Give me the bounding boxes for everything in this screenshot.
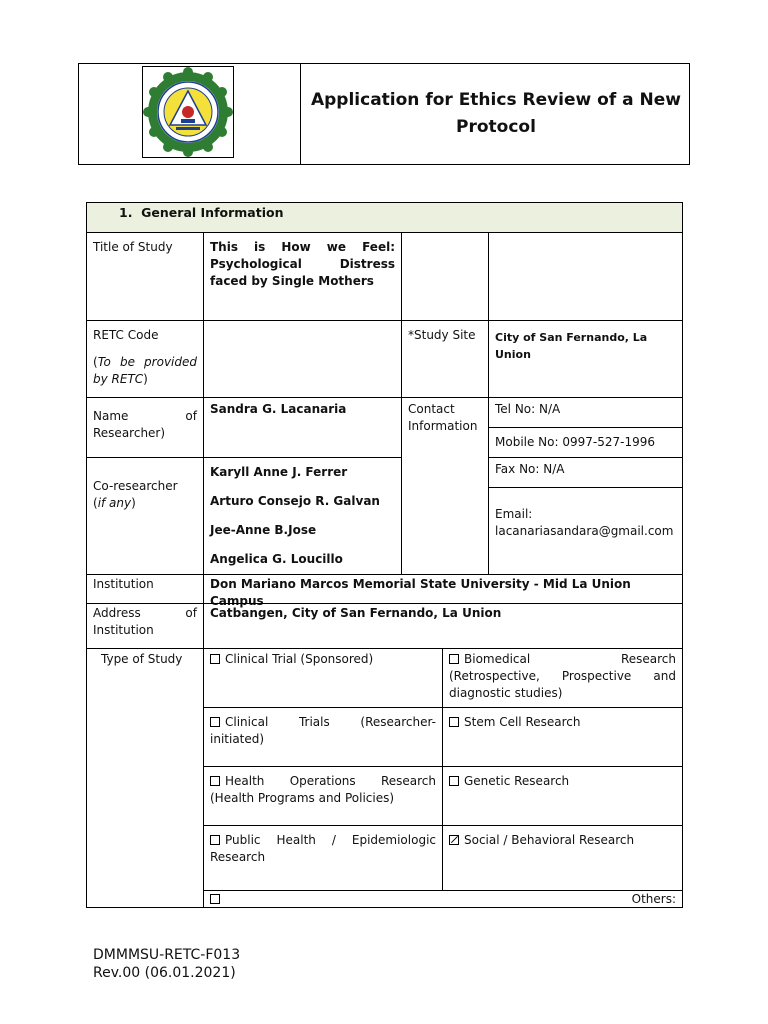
option-clinical-trial-sponsored[interactable]: Clinical Trial (Sponsored) <box>203 648 443 708</box>
title-of-study-value[interactable]: This is How we Feel: Psychological Distress faced by Single Mothers <box>203 232 402 321</box>
fax-no[interactable]: Fax No: N/A <box>488 457 683 488</box>
co-researcher-names[interactable] <box>203 457 402 575</box>
checked-checkbox-icon[interactable] <box>449 835 459 845</box>
retc-code-note: To be provided by RETC <box>93 355 197 386</box>
co-researcher-name: Arturo Consejo R. Galvan <box>210 494 380 508</box>
co-researcher-name: Jee-Anne B.Jose <box>210 523 317 537</box>
document-header <box>78 63 690 165</box>
option-others[interactable]: Others: <box>203 890 683 908</box>
researcher-value[interactable]: Sandra G. Lacanaria <box>203 397 402 458</box>
form-revision: Rev.00 (06.01.2021) <box>93 965 236 981</box>
study-site-value[interactable]: City of San Fernando, La Union <box>488 320 683 398</box>
option-social-behavioral-research[interactable]: Social / Behavioral Research <box>442 825 683 891</box>
checkbox-icon[interactable] <box>210 717 220 727</box>
checkbox-icon[interactable] <box>210 776 220 786</box>
option-biomedical-research[interactable]: Biomedical Research (Retrospective, Prospective and diagnostic studies) <box>442 648 683 708</box>
general-information-form <box>86 202 683 908</box>
retc-code-value[interactable] <box>203 320 402 398</box>
option-clinical-trials-researcher-initiated[interactable]: Clinical Trials (Researcher-initiated) <box>203 707 443 767</box>
section-title: General Information <box>141 205 284 220</box>
retc-code-label: RETC Code (To be provided by RETC) <box>86 320 204 398</box>
checkbox-icon[interactable] <box>210 835 220 845</box>
researcher-label: Name of Researcher) <box>86 397 204 458</box>
co-researcher-note: if any <box>97 496 132 510</box>
title-of-study-label: Title of Study <box>86 232 204 321</box>
option-genetic-research[interactable]: Genetic Research <box>442 766 683 826</box>
checkbox-icon[interactable] <box>210 654 220 664</box>
email[interactable]: Email: lacanariasandara@gmail.com <box>488 487 683 575</box>
checkbox-icon[interactable] <box>210 894 220 904</box>
checkbox-icon[interactable] <box>449 776 459 786</box>
type-of-study-label: Type of Study <box>86 648 204 908</box>
address-label: Address of Institution <box>86 603 204 649</box>
option-health-operations-research[interactable]: Health Operations Research (Health Programs and Policies) <box>203 766 443 826</box>
page-title: Application for Ethics Review of a New Protocol <box>310 90 682 137</box>
co-researcher-label: Co-researcher (if any) <box>86 457 204 575</box>
option-public-health-epidemiologic-research[interactable]: Public Health / Epidemiologic Research <box>203 825 443 891</box>
seal-icon <box>143 67 233 157</box>
co-researcher-name: Angelica G. Loucillo <box>210 552 343 566</box>
institution-label: Institution <box>86 574 204 604</box>
address-value[interactable]: Catbangen, City of San Fernando, La Union <box>203 603 683 649</box>
mobile-no[interactable]: Mobile No: 0997-527-1996 <box>488 427 683 458</box>
tel-no[interactable]: Tel No: N/A <box>488 397 683 428</box>
checkbox-icon[interactable] <box>449 654 459 664</box>
option-stem-cell-research[interactable]: Stem Cell Research <box>442 707 683 767</box>
title-of-study-blank-2 <box>488 232 683 321</box>
institution-value[interactable]: Don Mariano Marcos Memorial State University - Mid La Union Campus <box>203 574 683 604</box>
form-code: DMMMSU-RETC-F013 <box>93 947 241 963</box>
co-researcher-name: Karyll Anne J. Ferrer <box>210 465 348 479</box>
document-footer <box>93 946 240 982</box>
title-of-study-blank-1 <box>401 232 489 321</box>
section-header <box>86 202 683 233</box>
university-seal-logo <box>142 66 234 158</box>
logo-cell <box>79 64 301 164</box>
section-number: 1. <box>119 205 133 220</box>
checkbox-icon[interactable] <box>449 717 459 727</box>
study-site-label: *Study Site <box>401 320 489 398</box>
contact-information-label: Contact Information <box>401 397 489 575</box>
